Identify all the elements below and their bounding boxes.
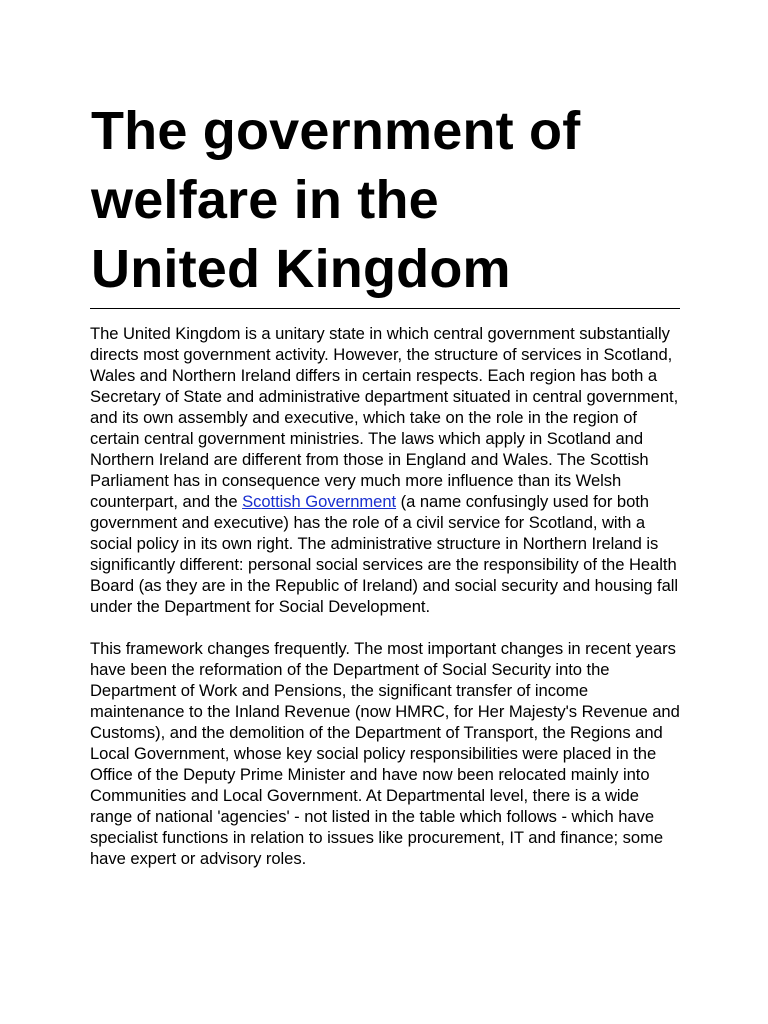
paragraph-1 <box>90 323 682 617</box>
paragraph-1-text-after-link: (a name confusingly used for both government and executive) has the role of a civil service for Scotland, with a social policy in its own right. The administrative structure in Northern Ireland is significantly different: personal social services are the responsibility of the Health Board (as they are in the Republic of Ireland) and social security and housing fall under the Department for Social Development. <box>90 492 679 616</box>
paragraph-1-text-before-link: The United Kingdom is a unitary state in which central government substantially directs most government activity. However, the structure of services in Scotland, Wales and Northern Ireland differs in certain respects. Each region has both a Secretary of State and administrative department situated in central government, and its own assembly and executive, which take on the role in the region of certain central government ministries. The laws which apply in Scotland and Northern Ireland are different from those in England and Wales. The Scottish Parliament has in consequence very much more influence than its Welsh counterpart, and the <box>90 324 679 511</box>
paragraph-2: This framework changes frequently. The most important changes in recent years have been the reformation of the Department of Social Security into the Department of Work and Pensions, the significant transfer of income maintenance to the Inland Revenue (now HMRC, for Her Majesty's Revenue and Customs), and the demolition of the Department of Transport, the Regions and Local Government, whose key social policy responsibilities were placed in the Office of the Deputy Prime Minister and have now been relocated mainly into Communities and Local Government. At Departmental level, there is a wide range of national 'agencies' - not listed in the table which follows - which have specialist functions in relation to issues like procurement, IT and finance; some have expert or advisory roles. <box>90 639 680 868</box>
page-title <box>90 97 682 304</box>
title-line-1: The government of <box>91 101 581 161</box>
title-line-3: United Kingdom <box>91 239 511 299</box>
scottish-government-link[interactable]: Scottish Government <box>242 492 397 511</box>
title-divider <box>90 308 680 309</box>
document-page <box>90 97 682 869</box>
title-line-2: welfare in the <box>91 170 439 230</box>
